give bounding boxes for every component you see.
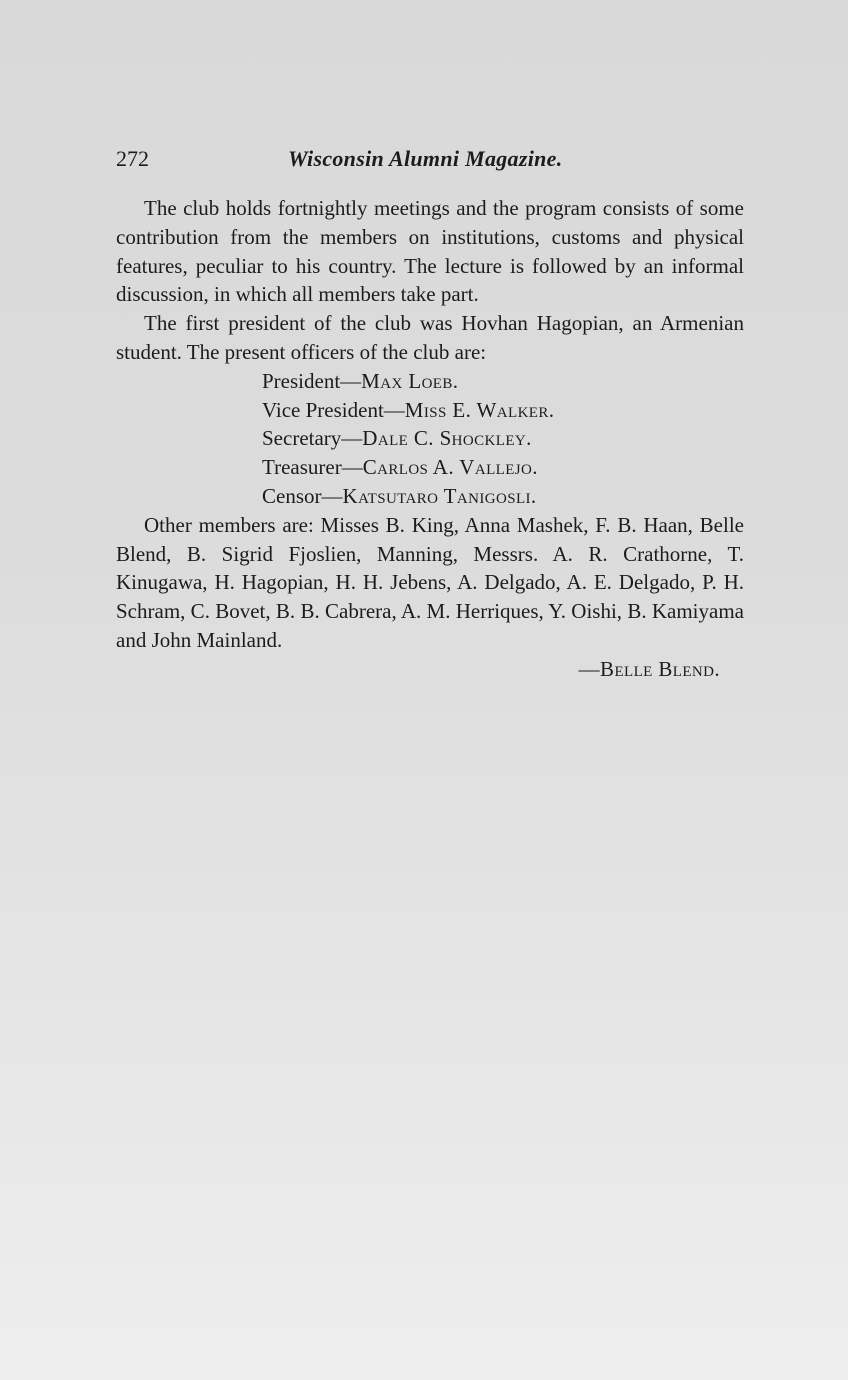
page-header [116,146,744,176]
page-number: 272 [116,146,149,171]
article-body [116,194,744,684]
officer-secretary [262,424,744,453]
officer-role: Vice President— [262,397,405,422]
officer-treasurer [262,453,744,482]
running-title: Wisconsin Alumni Magazine. [288,146,563,171]
officer-role: Secretary— [262,426,363,451]
officer-name: Max Loeb. [361,368,459,393]
officer-president [262,367,744,396]
officer-name: Dale C. Shockley. [362,426,532,451]
officer-censor [262,482,744,511]
paragraph-officers-intro: The first president of the club was Hovhan Hagopian, an Armenian student. The present officers of the club are: [116,311,744,364]
paragraph-meetings: The club holds fortnightly meetings and the program consists of some contribution from the members on institutions, customs and physical features, peculiar to his country. The lecture is followed by an informal discussion, in which all members take part. [116,196,744,307]
officer-name: Carlos A. Vallejo. [362,455,538,480]
officer-role: President— [262,368,362,393]
officer-role: Treasurer— [262,455,363,480]
paragraph-members: Other members are: Misses B. King, Anna Mashek, F. B. Haan, Belle Blend, B. Sigrid Fjoslien, Manning, Messrs. A. R. Crathorne, T. Kinugawa, H. Hagopian, H. H. Jebens, A. Delgado, A. E. Delgado, P. H. Schram, C. Bovet, B. B. Cabrera, A. M. Herriques, Y. Oishi, B. Kamiyama and John Mainland. [116,512,744,652]
officer-vice-president [262,396,744,425]
author-signature: —Belle Blend. [578,656,720,681]
officer-name: Miss E. Walker. [404,397,555,422]
officers-list [116,367,744,511]
officer-role: Censor— [262,483,343,508]
officer-name: Katsutaro Tanigosli. [342,483,537,508]
